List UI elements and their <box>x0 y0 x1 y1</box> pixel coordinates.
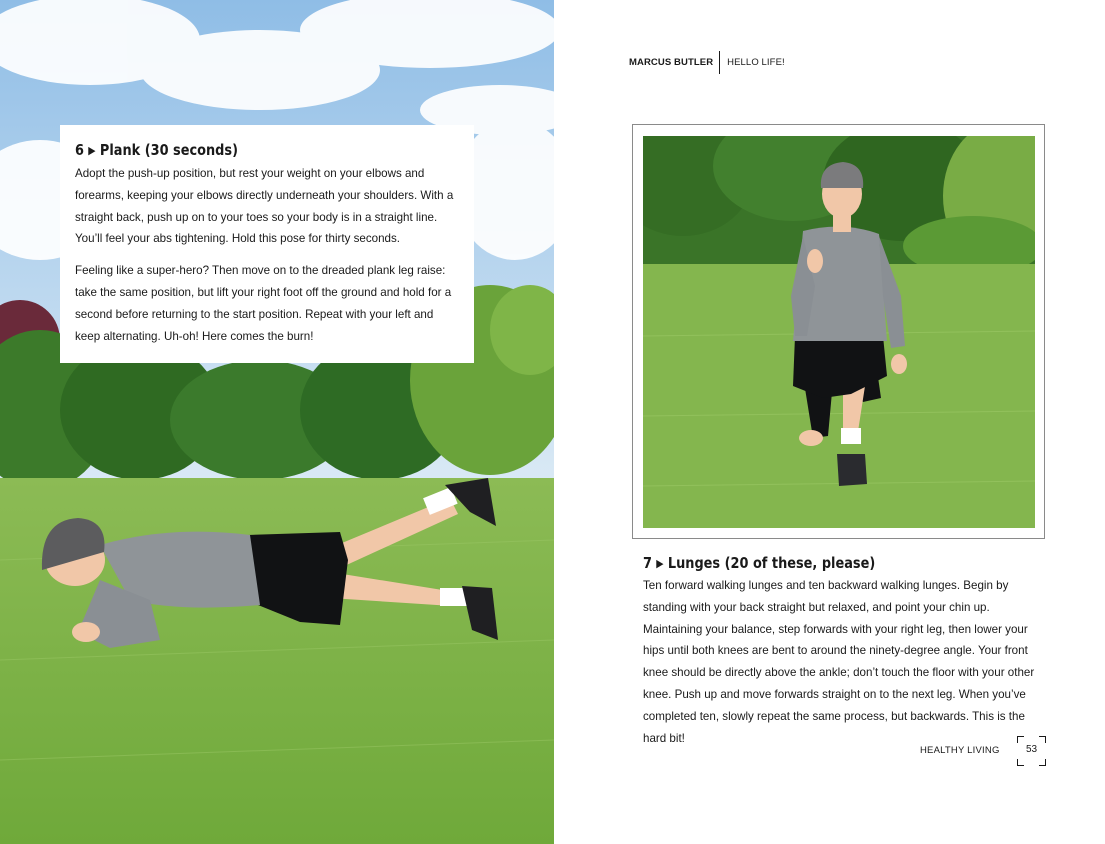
lunge-photo <box>643 136 1035 528</box>
plank-exercise-box <box>60 125 474 363</box>
lunges-exercise <box>643 554 1043 749</box>
plank-number: 6 <box>75 141 84 159</box>
lunges-heading <box>643 554 987 572</box>
page-footer <box>920 736 1046 766</box>
running-head <box>629 53 785 72</box>
lunges-title: Lunges (20 of these, please) <box>667 554 876 572</box>
plank-heading <box>75 141 406 159</box>
plank-paragraph-1: Adopt the push-up position, but rest your weight on your elbows and forearms, keeping your elbows directly underneath your shoulders. With a straight back, push up on to your toes so your body is in a straight line. You’ll feel your abs tightening. Hold this pose for thirty seconds. <box>75 167 454 246</box>
running-head-book-title: HELLO LIFE! <box>727 57 785 68</box>
page-number-frame-icon <box>1017 736 1046 766</box>
running-head-author: MARCUS BUTLER <box>629 57 714 68</box>
lunges-paragraph: Ten forward walking lunges and ten backward walking lunges. Begin by standing with your back straight but relaxed, and point your chin up. Maintaining your balance, step forwards with your right leg, then lower your hips until both knees are bent to around the ninety-degree angle. Your front knee should be directly above the ankle; don’t touch the floor with your other knee. Push up and move forwards straight on to the next leg. When you’ve completed ten, slowly repeat the same process, but backwards. This is the hard bit! <box>643 579 1035 745</box>
triangle-bullet-icon: ▶ <box>656 556 664 570</box>
lunges-number: 7 <box>643 554 652 572</box>
page-number: 53 <box>1025 744 1038 755</box>
plank-title: Plank (30 seconds) <box>99 141 238 159</box>
plank-paragraph-2: Feeling like a super-hero? Then move on to the dreaded plank leg raise: take the same position, but lift your right foot off the ground and hold for a second before returning to the start position. Repeat with your left and keep alternating. Uh-oh! Here comes the burn! <box>75 264 452 343</box>
lunge-photo-frame <box>632 124 1045 539</box>
triangle-bullet-icon: ▶ <box>88 143 96 157</box>
footer-section-name: HEALTHY LIVING <box>920 745 1000 756</box>
